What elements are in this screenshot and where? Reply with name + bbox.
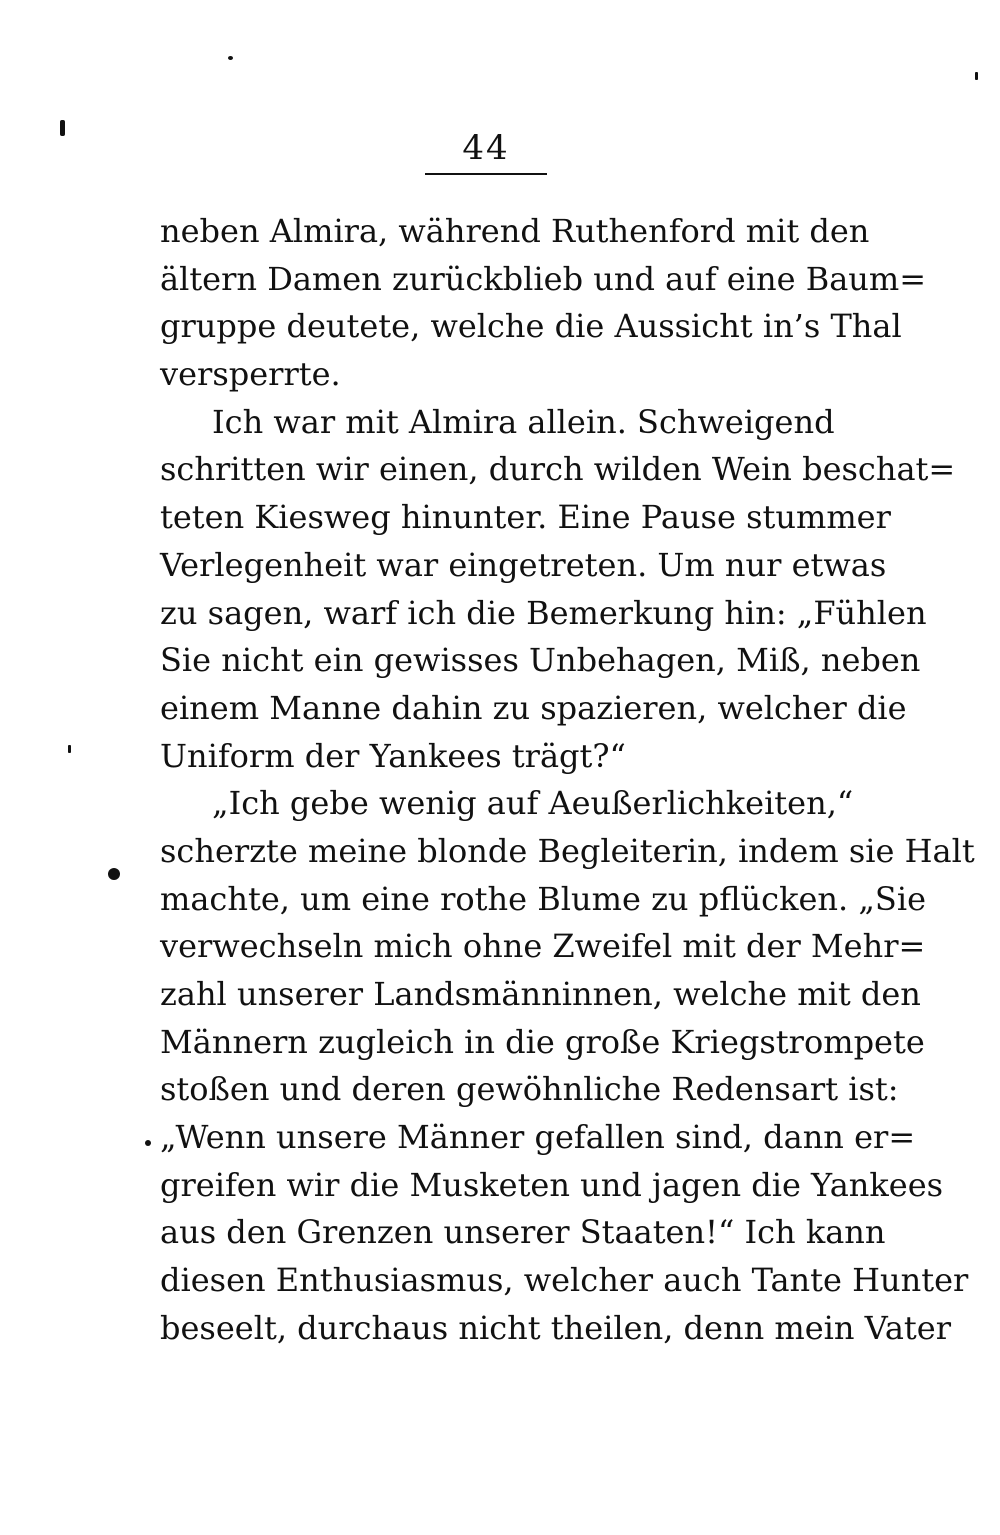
text-line: verwechseln mich ohne Zweifel mit der Mehr= [160,927,926,966]
scan-speck [68,745,71,753]
text-line: Sie nicht ein gewisses Unbehagen, Miß, neben [160,641,921,680]
body-text [160,208,975,1353]
text-line: greifen wir die Musketen und jagen die Yankees [160,1165,944,1204]
text-line: Verlegenheit war eingetreten. Um nur etwas [160,545,887,584]
text-line: aus den Grenzen unserer Staaten!“ Ich kann [160,1213,886,1252]
scan-speck [975,72,978,80]
text-line: teten Kiesweg hinunter. Eine Pause stummer [160,498,891,537]
text-line: zahl unserer Landsmänninnen, welche mit den [160,975,921,1013]
scan-speck [145,1140,151,1146]
text-line: Männern zugleich in die große Kriegstrompete [160,1022,925,1061]
text-line: stoßen und deren gewöhnliche Redensart ist: [160,1070,899,1109]
text-line: schritten wir einen, durch wilden Wein beschat= [160,450,956,489]
text-line: einem Manne dahin zu spazieren, welcher die [160,688,907,727]
text-line: neben Almira, während Ruthenford mit den [160,212,870,250]
text-line: beseelt, durchaus nicht theilen, denn mein Vater [160,1308,951,1347]
text-line: ältern Damen zurückblieb und auf eine Baum= [160,259,927,298]
scan-speck [60,120,65,136]
text-line: machte, um eine rothe Blume zu pflücken. „Sie [160,879,927,918]
header-rule [425,173,547,175]
text-line: Ich war mit Almira allein. Schweigend [212,402,835,441]
text-line: diesen Enthusiasmus, welcher auch Tante Hunter [160,1261,969,1300]
text-line: „Ich gebe wenig auf Aeußerlichkeiten,“ [212,784,854,823]
text-line: Uniform der Yankees trägt?“ [160,736,626,775]
scan-speck [228,56,233,60]
text-line: scherzte meine blonde Begleiterin, indem sie Halt [160,831,975,870]
text-line: gruppe deutete, welche die Aussicht in’s Thal [160,307,902,346]
text-line: „Wenn unsere Männer gefallen sind, dann er= [160,1118,916,1157]
text-line: zu sagen, warf ich die Bemerkung hin: „Fühlen [160,593,927,632]
scan-speck [108,868,120,880]
text-line: versperrte. [160,355,341,394]
page-number: 44 [462,128,510,168]
